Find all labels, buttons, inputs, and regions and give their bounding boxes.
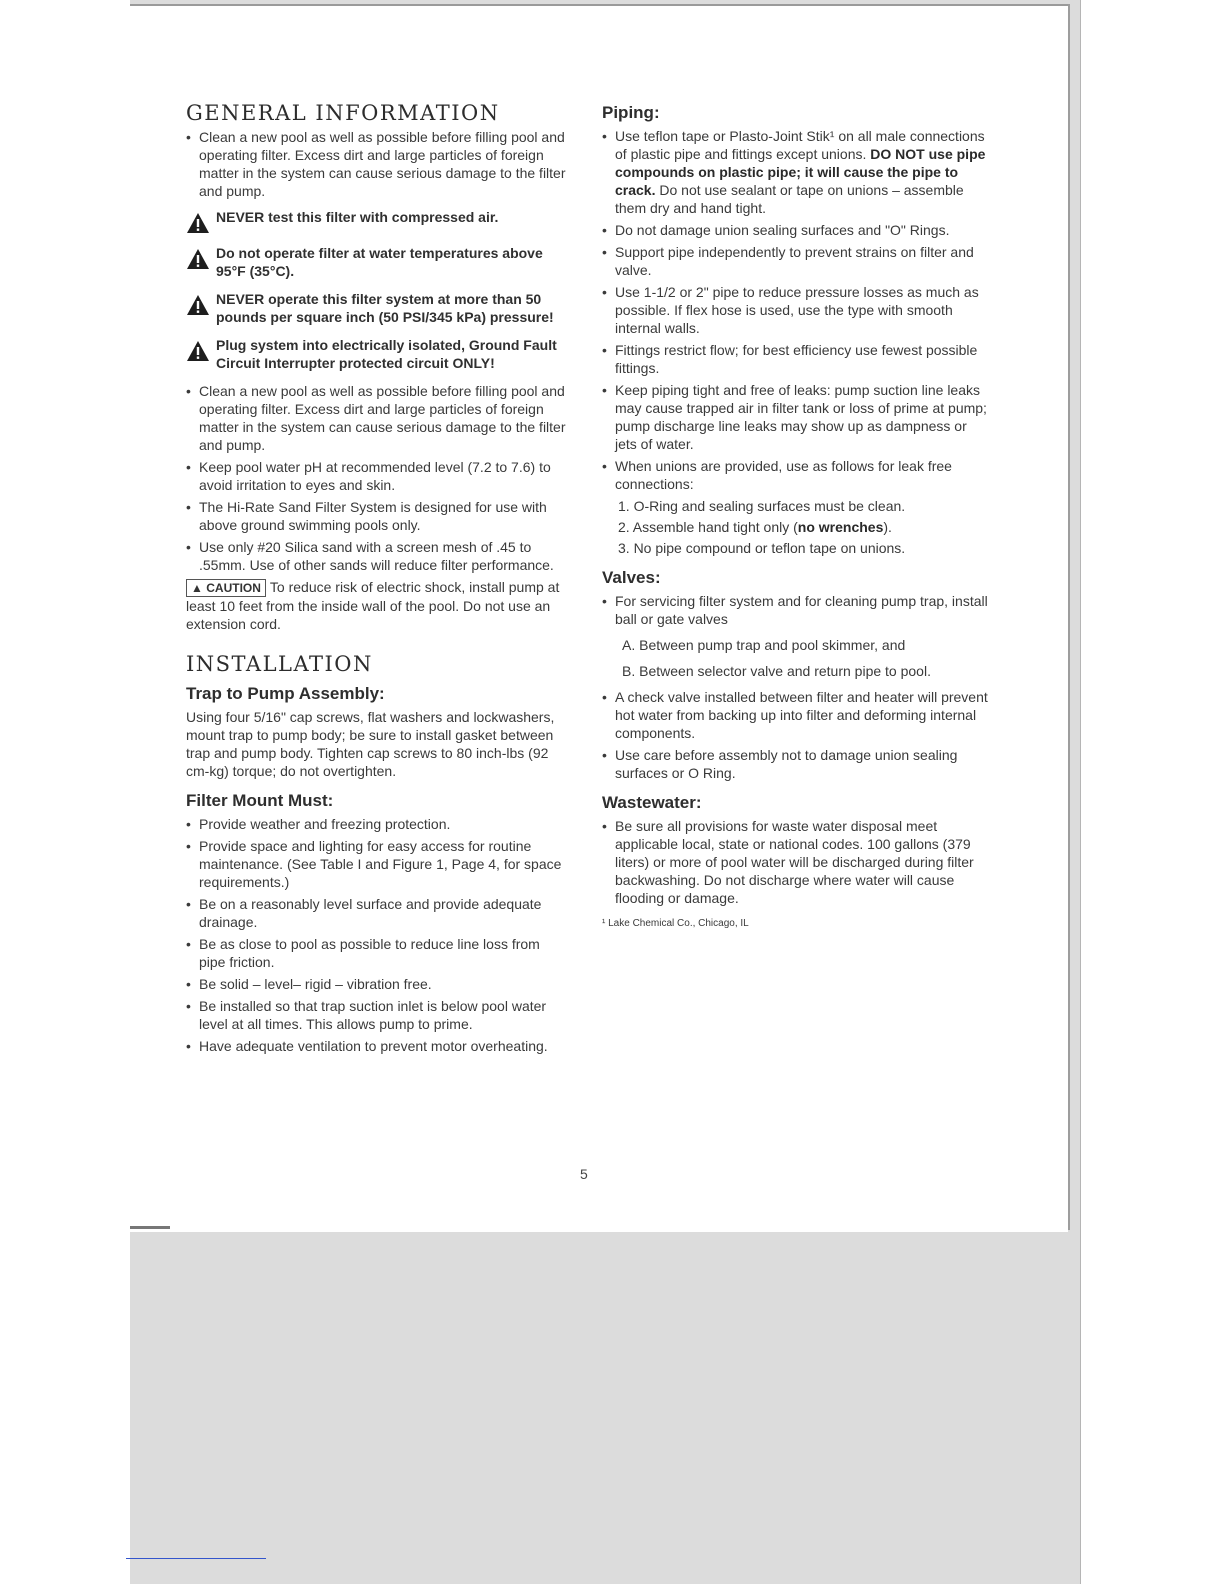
list-item: • Be on a reasonably level surface and provide adequate drainage. [186, 895, 570, 931]
list-item: • Support pipe independently to prevent strains on filter and valve. [602, 243, 988, 279]
piping-text: Do not use sealant or tape on unions – assemble them dry and hand tight. [615, 182, 964, 216]
list-item: • Keep piping tight and free of leaks: pump suction line leaks may cause trapped air in filter tank or loss of prime at pump; pump discharge line leaks may show up as dampness or jets of water. [602, 381, 988, 453]
step-text: 2. Assemble hand tight only ( [618, 519, 798, 535]
list-item: • Keep pool water pH at recommended level (7.2 to 7.6) to avoid irritation to eyes and skin. [186, 458, 570, 494]
warning-compressed-air [186, 208, 570, 234]
page-number: 5 [580, 1166, 588, 1182]
list-item: • Provide weather and freezing protection. [186, 815, 570, 833]
list-item: • Provide space and lighting for easy access for routine maintenance. (See Table I and Figure 1, Page 4, for space requirements.) [186, 837, 570, 891]
left-column [186, 100, 570, 1059]
list-item: • Be as close to pool as possible to reduce line loss from pipe friction. [186, 935, 570, 971]
caution-label: CAUTION [206, 581, 261, 595]
piping-warning-bold: DO NOT use pipe compounds on plastic pipe; it will cause the pipe to crack. [615, 146, 986, 198]
warning-pressure [186, 290, 570, 326]
scan-edge-outer [1080, 0, 1081, 1584]
list-item: • The Hi-Rate Sand Filter System is designed for use with above ground swimming pools only. [186, 498, 570, 534]
valve-option-b: B. Between selector valve and return pipe to pool. [622, 663, 931, 679]
trap-text: Using four 5/16" cap screws, flat washers and lockwashers, mount trap to pump body; be sure to install gasket between trap and pump body. Tighten cap screws to 80 inch-lbs (92 cm-kg) torque; do not overtighten. [186, 709, 555, 779]
step-item: 1. O-Ring and sealing surfaces must be clean. [618, 498, 906, 514]
scan-edge [1068, 4, 1070, 1230]
list-item: • When unions are provided, use as follows for leak free connections: [602, 457, 988, 493]
list-item: • Clean a new pool as well as possible before filling pool and operating filter. Excess dirt and large particles of foreign matter in the system can cause serious damage to the filter and pump. [186, 128, 570, 200]
list-item: • Fittings restrict flow; for best efficiency use fewest possible fittings. [602, 341, 988, 377]
general-intro-list [186, 128, 570, 200]
list-item: • Do not damage union sealing surfaces and "O" Rings. [602, 221, 988, 239]
caution-note [186, 578, 570, 633]
list-item: • Have adequate ventilation to prevent motor overheating. [186, 1037, 570, 1055]
valves-bullets [602, 592, 988, 628]
piping-heading: Piping: [602, 103, 660, 122]
warning-triangle-icon [186, 212, 210, 234]
warning-gfci [186, 336, 570, 372]
list-item: • Be solid – level– rigid – vibration free. [186, 975, 570, 993]
link-underline [126, 1558, 266, 1559]
valves-more-bullets [602, 688, 988, 782]
warning-temperature [186, 244, 570, 280]
list-item [602, 127, 988, 217]
warning-text: Plug system into electrically isolated, Ground Fault Circuit Interrupter protected circuit ONLY! [216, 337, 557, 371]
piping-text: Use teflon tape or Plasto-Joint Stik¹ on all male connections of plastic pipe and fittings except unions. [615, 128, 985, 162]
caution-triangle-icon: ▲ [191, 581, 203, 595]
installation-title: INSTALLATION [186, 652, 373, 676]
list-item: • Be sure all provisions for waste water disposal meet applicable local, state or national codes. 100 gallons (379 liters) or more of pool water will be discharged during filter backwashing. Do not discharge where water will cause flooding or damage. [602, 817, 988, 907]
list-item: • Be installed so that trap suction inlet is below pool water level at all times. This allows pump to prime. [186, 997, 570, 1033]
list-item: • Use 1-1/2 or 2" pipe to reduce pressure losses as much as possible. If flex hose is used, use the type with smooth internal walls. [602, 283, 988, 337]
mount-heading: Filter Mount Must: [186, 791, 334, 810]
footnote: ¹ Lake Chemical Co., Chicago, IL [602, 918, 749, 929]
trap-heading: Trap to Pump Assembly: [186, 684, 385, 703]
right-column [602, 100, 988, 933]
caution-badge [186, 579, 266, 597]
union-steps [618, 497, 988, 557]
valve-option-a: A. Between pump trap and pool skimmer, and [622, 637, 906, 653]
general-information-title: GENERAL INFORMATION [186, 101, 500, 125]
warning-text: Do not operate filter at water temperatures above 95°F (35°C). [216, 245, 543, 279]
caution-text: To reduce risk of electric shock, install pump at least 10 feet from the inside wall of the pool. Do not use an extension cord. [186, 579, 560, 632]
list-item: • Clean a new pool as well as possible before filling pool and operating filter. Excess dirt and large particles of foreign matter in the system can cause serious damage to the filter and pump. [186, 382, 570, 454]
wastewater-bullets [602, 817, 988, 907]
warning-triangle-icon [186, 340, 210, 362]
step-item: 3. No pipe compound or teflon tape on unions. [618, 540, 906, 556]
warning-triangle-icon [186, 248, 210, 270]
warning-text: NEVER test this filter with compressed air. [216, 209, 499, 225]
step-bold: no wrenches [797, 519, 884, 535]
piping-bullets [602, 127, 988, 493]
warning-triangle-icon [186, 294, 210, 316]
list-item: • A check valve installed between filter and heater will prevent hot water from backing up into filter and deforming internal components. [602, 688, 988, 742]
step-text: ). [883, 519, 892, 535]
list-item: • Use only #20 Silica sand with a screen mesh of .45 to .55mm. Use of other sands will reduce filter performance. [186, 538, 570, 574]
general-bullets [186, 382, 570, 574]
valves-heading: Valves: [602, 568, 661, 587]
scan-smudge [130, 1226, 170, 1229]
mount-bullets [186, 815, 570, 1055]
step-item [618, 518, 988, 536]
warning-text: NEVER operate this filter system at more than 50 pounds per square inch (50 PSI/345 kPa) pressure! [216, 291, 554, 325]
list-item: • For servicing filter system and for cleaning pump trap, install ball or gate valves [602, 592, 988, 628]
list-item: • Use care before assembly not to damage union sealing surfaces or O Ring. [602, 746, 988, 782]
wastewater-heading: Wastewater: [602, 793, 702, 812]
